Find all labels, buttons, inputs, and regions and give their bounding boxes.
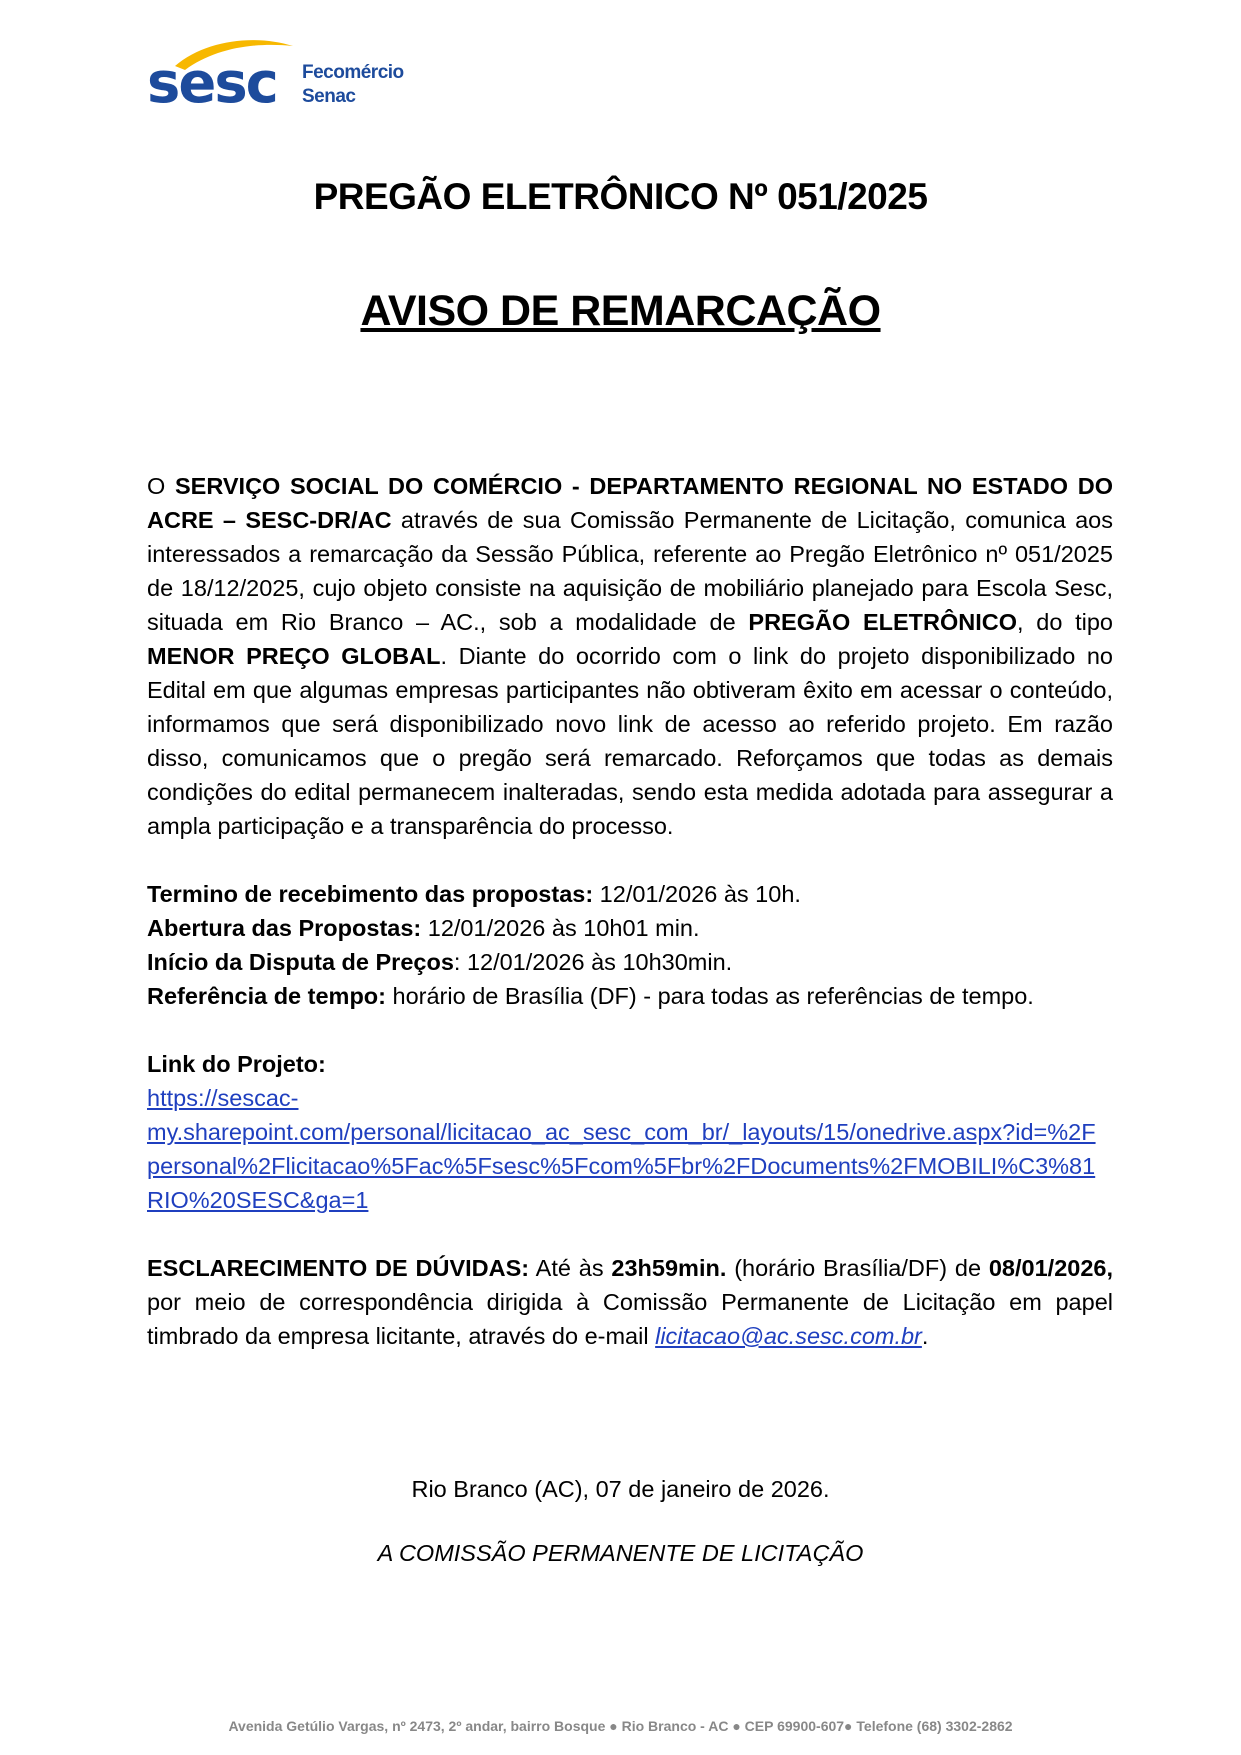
intro-text-1: através de sua Comissão Permanente de Licitação, comunica aos interessados a remarcação da Sessão Pública, referente ao Pregão Eletrônico nº 051/2025 de 18/12/2025, cujo objeto consiste na aquisição de mobiliário planejado para Escola Sesc, situada em Rio Branco – AC., sob a modalidade de [147, 507, 1114, 635]
project-link-label [147, 1047, 1113, 1081]
signature: A COMISSÃO PERMANENTE DE LICITAÇÃO [377, 1540, 864, 1566]
organization-name: SERVIÇO SOCIAL DO COMÉRCIO - DEPARTAMENTO REGIONAL NO ESTADO DO ACRE – SESC-DR/AC [147, 473, 1113, 533]
schedule-label: Referência de tempo: [147, 983, 386, 1009]
clarification-time: 23h59min. [611, 1255, 727, 1281]
bid-type: MENOR PREÇO GLOBAL [147, 643, 441, 669]
document-subtitle: AVISO DE REMARCAÇÃO [360, 287, 881, 335]
schedule-value: 12/01/2026 às 10h01 min. [421, 915, 700, 941]
project-url-line: https://sescac- [147, 1085, 299, 1111]
place-date: Rio Branco (AC), 07 de janeiro de 2026. [411, 1476, 830, 1502]
project-url-line: my.sharepoint.com/personal/licitacao_ac_sesc_com_br/_layouts/15/onedrive.aspx?id=%2F [147, 1119, 1096, 1145]
clarification-text: por meio de correspondência dirigida à Comissão Permanente de Licitação em papel timbrado da empresa licitante, através do e-mail [147, 1289, 1113, 1349]
intro-paragraph [147, 469, 1113, 843]
schedule-label: Termino de recebimento das propostas: [147, 881, 594, 907]
clarification-text: . [921, 1323, 929, 1349]
intro-prefix: O [147, 473, 175, 499]
email-link[interactable]: licitacao@ac.sesc.com.br [655, 1323, 922, 1349]
sesc-logo [145, 36, 445, 116]
schedule-label: Abertura das Propostas: [147, 915, 422, 941]
logo-fecomercio-text: Fecomércio [302, 62, 404, 83]
logo-senac-text: Senac [302, 86, 356, 107]
project-url-line: RIO%20SESC&ga=1 [147, 1187, 369, 1213]
schedule-item [147, 911, 1113, 945]
schedule-item [147, 979, 1113, 1013]
footer-address: Avenida Getúlio Vargas, nº 2473, 2º andar, bairro Bosque ● Rio Branco - AC ● CEP 69900-607● Telefone (68) 3302-2862 [228, 1718, 1013, 1734]
schedule-value: : 12/01/2026 às 10h30min. [453, 949, 733, 975]
project-url-line: personal%2Flicitacao%5Fac%5Fsesc%5Fcom%5Fbr%2FDocuments%2FMOBILI%C3%81 [147, 1153, 1096, 1179]
intro-text-3: . Diante do ocorrido com o link do projeto disponibilizado no Edital em que algumas empresas participantes não obtiveram êxito em acessar o conteúdo, informamos que será disponibilizado novo link de acesso ao referido projeto. Em razão disso, comunicamos que o pregão será remarcado. Reforçamos que todas as demais condições do edital permanecem inalteradas, sendo esta medida adotada para assegurar a ampla participação e a transparência do processo. [147, 643, 1114, 839]
schedule-value: horário de Brasília (DF) - para todas as referências de tempo. [385, 983, 1034, 1009]
clarification-paragraph [147, 1251, 1113, 1353]
clarification-label: ESCLARECIMENTO DE DÚVIDAS: [147, 1255, 530, 1281]
document-title: PREGÃO ELETRÔNICO Nº 051/2025 [313, 176, 928, 217]
clarification-text: Até às [529, 1255, 612, 1281]
intro-text-2: , do tipo [1017, 609, 1114, 635]
project-label: Link do Projeto: [147, 1051, 326, 1077]
clarification-text: (horário Brasília/DF) de [726, 1255, 989, 1281]
logo-sesc-text: sesc [147, 51, 277, 116]
schedule-list [147, 877, 1113, 1013]
modality: PREGÃO ELETRÔNICO [748, 609, 1018, 635]
schedule-label: Início da Disputa de Preços [147, 949, 454, 975]
schedule-item [147, 945, 1113, 979]
schedule-value: 12/01/2026 às 10h. [593, 881, 801, 907]
clarification-date: 08/01/2026, [988, 1255, 1114, 1281]
schedule-item [147, 877, 1113, 911]
project-link[interactable] [147, 1081, 1113, 1217]
notice-body [147, 469, 1113, 1353]
